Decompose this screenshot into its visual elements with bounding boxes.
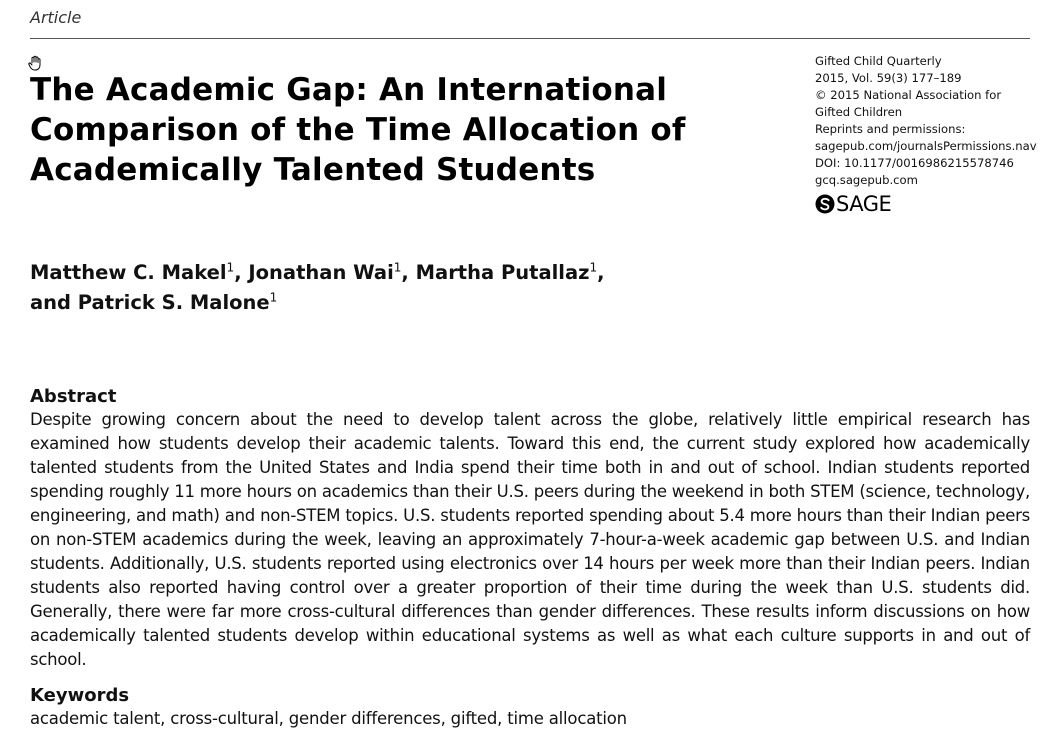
author-affiliation: 1 bbox=[393, 260, 402, 275]
author-separator: , bbox=[234, 261, 249, 284]
author-name: and Patrick S. Malone bbox=[30, 291, 270, 314]
author-separator: , bbox=[401, 261, 416, 284]
author-name: Jonathan Wai bbox=[248, 261, 394, 284]
doi-link[interactable]: DOI: 10.1177/0016986215578746 bbox=[815, 156, 1014, 170]
abstract-heading: Abstract bbox=[30, 386, 117, 407]
reprints-label: Reprints and permissions: bbox=[815, 122, 966, 136]
article-title: The Academic Gap: An International Comparison of the Time Allocation of Academically Talented Students bbox=[30, 72, 686, 188]
section-label: Article bbox=[30, 8, 82, 27]
journal-info bbox=[815, 53, 1050, 189]
permissions-link[interactable]: sagepub.com/journalsPermissions.nav bbox=[815, 139, 1037, 153]
sage-logo bbox=[815, 191, 891, 217]
author-separator: , bbox=[597, 261, 605, 284]
author-affiliation: 1 bbox=[589, 260, 598, 275]
sage-logo-mark-icon bbox=[815, 194, 835, 214]
sage-logo-text: SAGE bbox=[836, 192, 892, 216]
journal-website-link[interactable]: gcq.sagepub.com bbox=[815, 173, 918, 187]
header-rule bbox=[30, 38, 1030, 39]
journal-volume: 2015, Vol. 59(3) 177–189 bbox=[815, 71, 962, 85]
abstract-body: Despite growing concern about the need to develop talent across the globe, relatively little empirical research has examined how students develop their academic talents. Toward this end, the current study explored how academically talented students from the United States and India spend their time both in and out of school. Indian students reported spending roughly 11 more hours on academics than their U.S. peers during the weekend in both STEM (science, technology, engineering, and math) and non-STEM topics. U.S. students reported spending about 5.4 more hours than their Indian peers on non-STEM academics during the week, leaving an approximately 7-hour-a-week academic gap between U.S. and Indian students. Additionally, U.S. students reported using electronics over 14 hours per week more than their Indian peers. Indian students also reported having control over a greater proportion of their time during the week than U.S. students did. Generally, there were far more cross-cultural differences than gender differences. These results inform discussions on how academically talented students develop within educational systems as well as what each culture supports in and out of school. bbox=[30, 410, 1030, 669]
hand-cursor-icon bbox=[27, 55, 43, 71]
copyright-holder: Gifted Children bbox=[815, 105, 903, 119]
author-affiliation: 1 bbox=[269, 290, 278, 305]
author-affiliation: 1 bbox=[226, 260, 235, 275]
copyright-line: © 2015 National Association for bbox=[815, 88, 1002, 102]
keywords-heading: Keywords bbox=[30, 685, 130, 706]
keywords-list: academic talent, cross-cultural, gender differences, gifted, time allocation bbox=[30, 709, 627, 728]
author-name: Matthew C. Makel bbox=[30, 261, 227, 284]
author-list bbox=[30, 258, 730, 318]
journal-name: Gifted Child Quarterly bbox=[815, 54, 942, 68]
author-name: Martha Putallaz bbox=[415, 261, 590, 284]
